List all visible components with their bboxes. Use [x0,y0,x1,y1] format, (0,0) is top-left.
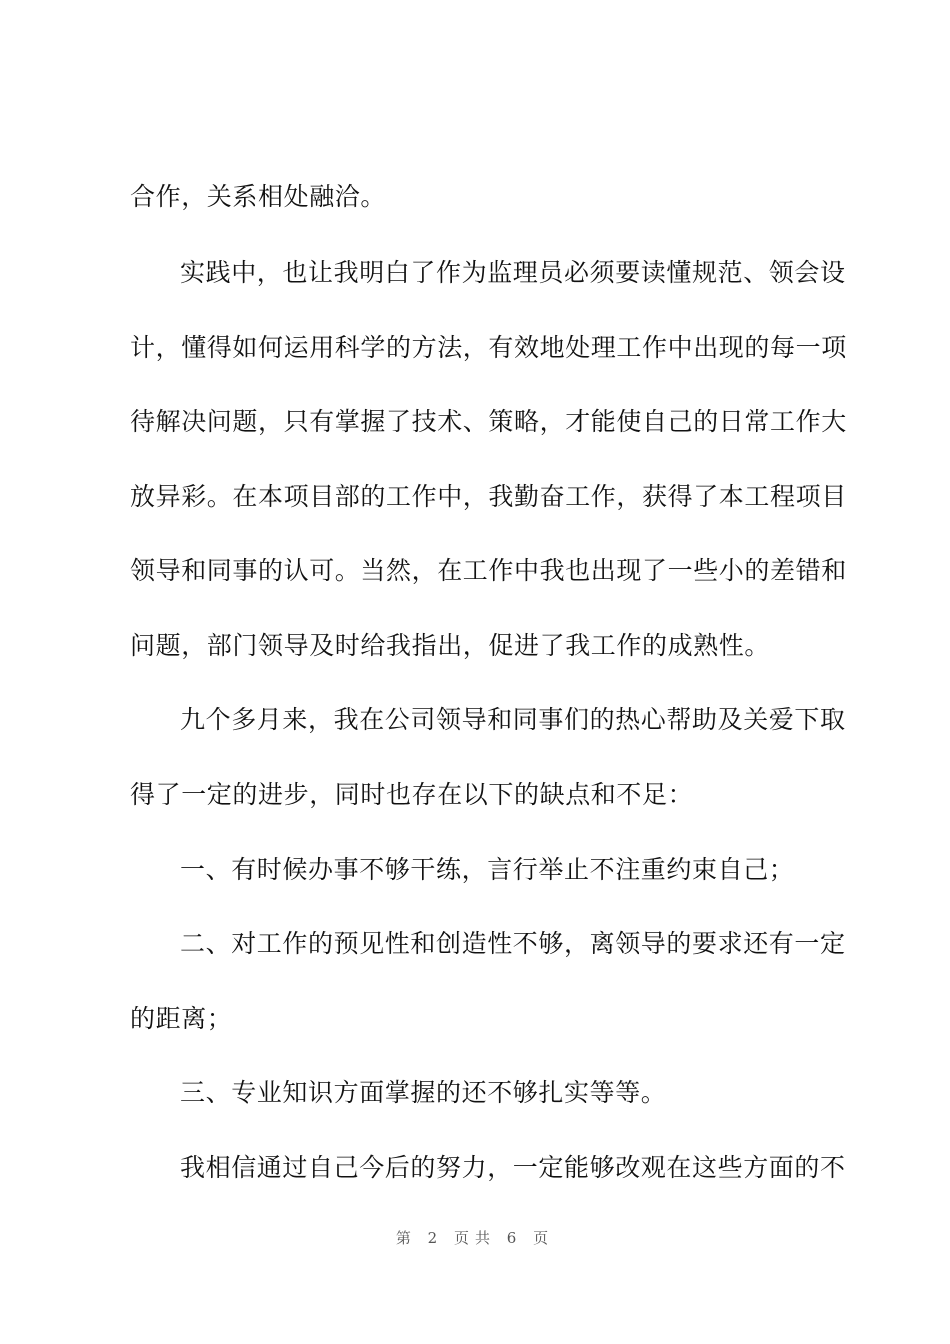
paragraph-line: 问题，部门领导及时给我指出，促进了我工作的成熟性。 [130,631,771,660]
paragraph-line: 我相信通过自己今后的努力，一定能够改观在这些方面的不 [180,1153,846,1182]
paragraph-line: 计，懂得如何运用科学的方法，有效地处理工作中出现的每一项 [130,333,847,362]
paragraph-line: 九个多月来，我在公司领导和同事们的热心帮助及关爱下取 [180,705,846,734]
paragraph-line: 三、专业知识方面掌握的还不够扎实等等。 [180,1078,667,1107]
paragraph-line: 放异彩。在本项目部的工作中，我勤奋工作，获得了本工程项目 [130,482,847,511]
paragraph-line: 领导和同事的认可。当然，在工作中我也出现了一些小的差错和 [130,556,847,585]
paragraph-line: 二、对工作的预见性和创造性不够，离领导的要求还有一定 [180,929,846,958]
paragraph-line: 一、有时候办事不够干练，言行举止不注重约束自己； [180,855,795,884]
paragraph-line: 合作，关系相处融洽。 [130,182,387,211]
paragraph-line: 得了一定的进步，同时也存在以下的缺点和不足： [130,780,694,809]
page-number-footer: 第 2 页共 6 页 [395,1229,555,1247]
paragraph-line: 实践中，也让我明白了作为监理员必须要读懂规范、领会设 [180,258,846,287]
paragraph-line: 待解决问题，只有掌握了技术、策略，才能使自己的日常工作大 [130,407,847,436]
paragraph-line: 的距离； [130,1004,233,1033]
